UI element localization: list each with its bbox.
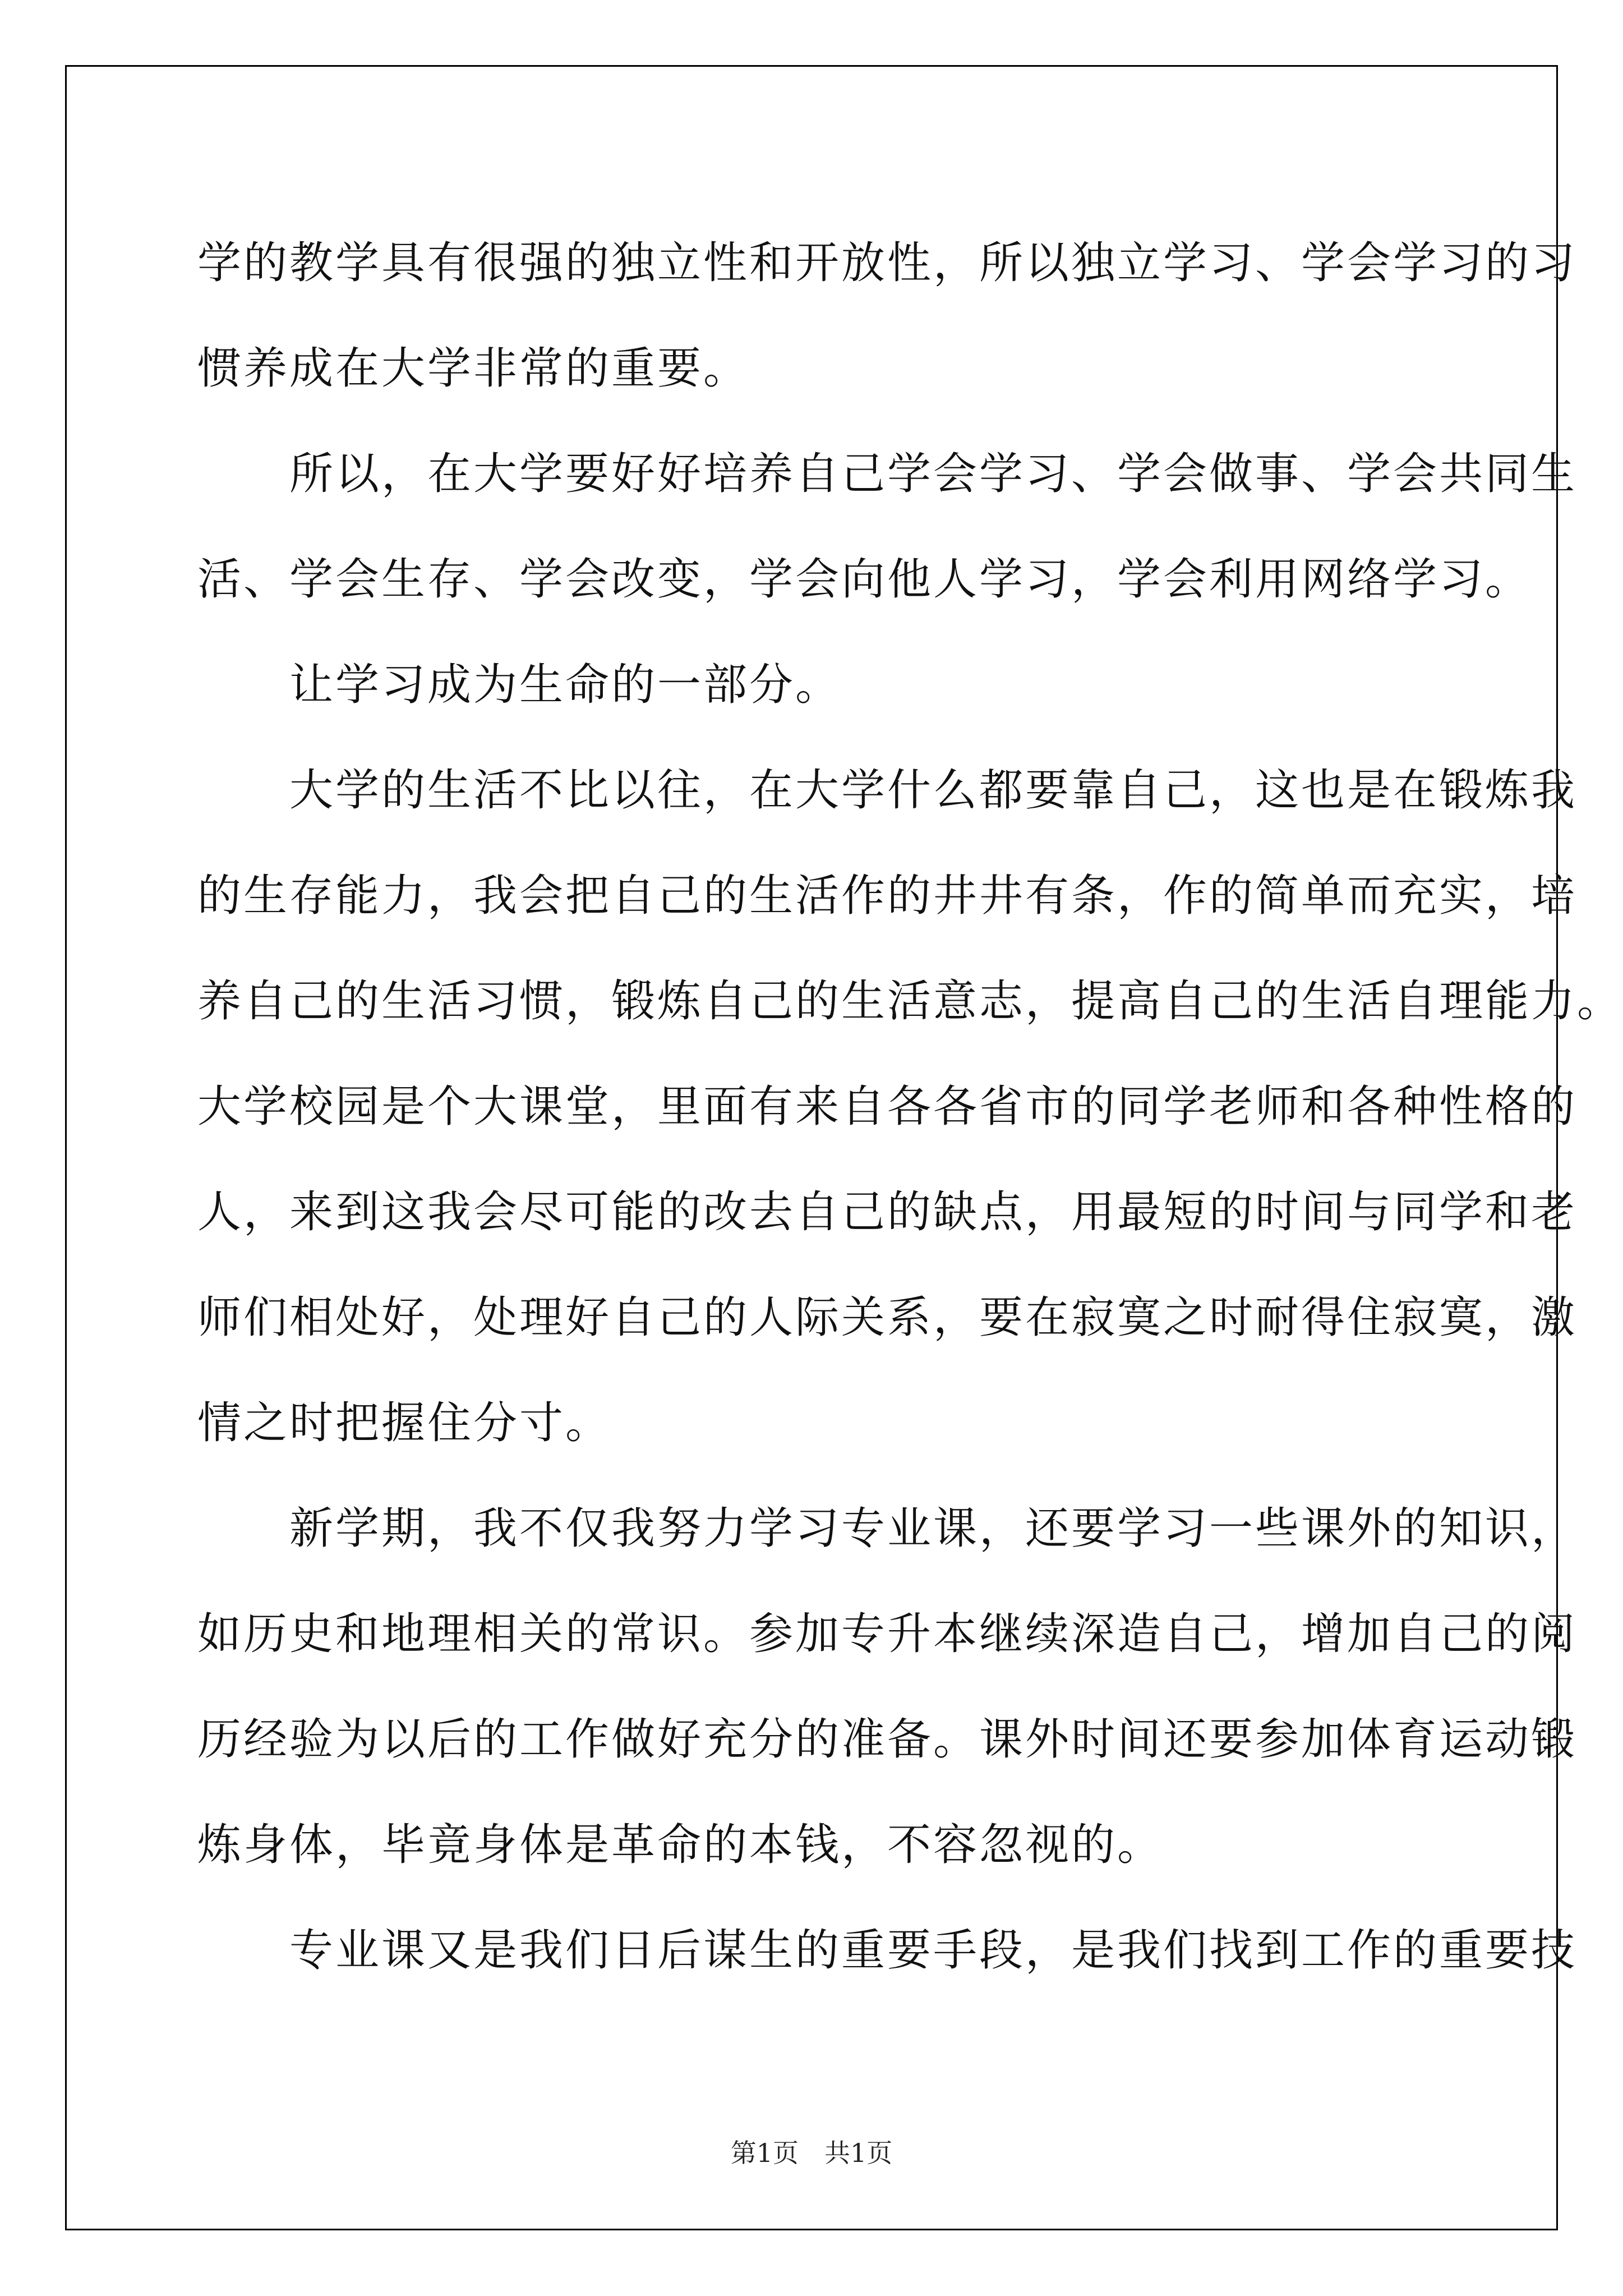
text-line: 师们相处好，处理好自己的人际关系，要在寂寞之时耐得住寂寞，激 xyxy=(197,1292,1578,1343)
text-line: 炼身体，毕竟身体是革命的本钱，不容忽视的。 xyxy=(197,1820,1164,1870)
text-line: 人，来到这我会尽可能的改去自己的缺点，用最短的时间与同学和老 xyxy=(197,1187,1578,1237)
text-line: 大学的生活不比以往，在大学什么都要靠自己，这也是在锻炼我 xyxy=(197,765,1578,816)
text-line: 学的教学具有很强的独立性和开放性，所以独立学习、学会学习的习 xyxy=(197,238,1578,288)
text-line: 活、学会生存、学会改变，学会向他人学习，学会利用网络学习。 xyxy=(197,554,1532,605)
text-line: 的生存能力，我会把自己的生活作的井井有条，作的简单而充实，培 xyxy=(197,871,1578,921)
text-line: 养自己的生活习惯，锻炼自己的生活意志，提高自己的生活自理能力。 xyxy=(197,976,1623,1027)
text-line: 惯养成在大学非常的重要。 xyxy=(197,343,750,394)
text-line: 新学期，我不仅我努力学习专业课，还要学习一些课外的知识， xyxy=(197,1503,1578,1554)
text-line: 专业课又是我们日后谋生的重要手段，是我们找到工作的重要技 xyxy=(197,1925,1578,1976)
text-line: 历经验为以后的工作做好充分的准备。课外时间还要参加体育运动锻 xyxy=(197,1714,1578,1765)
text-line: 所以，在大学要好好培养自己学会学习、学会做事、学会共同生 xyxy=(197,449,1578,499)
text-line: 让学习成为生命的一部分。 xyxy=(197,660,842,710)
text-line: 情之时把握住分寸。 xyxy=(197,1398,612,1448)
page-number-label: 第1页 共1页 xyxy=(730,2138,893,2168)
text-line: 如历史和地理相关的常识。参加专升本继续深造自己，增加自己的阅 xyxy=(197,1609,1578,1659)
document-body xyxy=(197,210,1623,2003)
text-line: 大学校园是个大课堂，里面有来自各各省市的同学老师和各种性格的 xyxy=(197,1082,1578,1132)
page-footer xyxy=(0,2136,1623,2170)
